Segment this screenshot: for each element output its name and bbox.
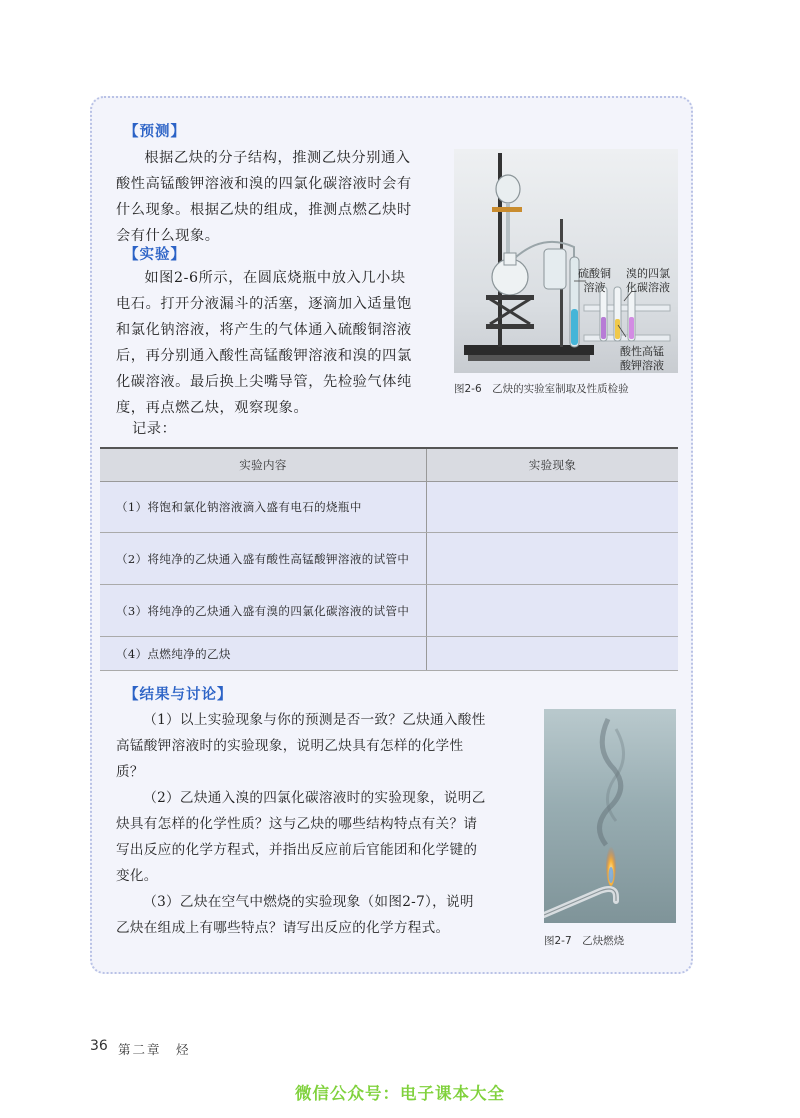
text-line: 酸性高锰酸钾溶液和溴的四氯化碳溶液时会有 xyxy=(116,176,412,192)
table-cell-content: （4）点燃纯净的乙炔 xyxy=(100,637,427,671)
text-line: 和氯化钠溶液，将产生的气体通入硫酸铜溶液 xyxy=(116,322,412,338)
label-cuso4 xyxy=(578,267,611,295)
label-bromine xyxy=(626,267,670,295)
table-cell-result[interactable] xyxy=(427,482,679,533)
text-line: 质？ xyxy=(116,764,144,780)
figure-burning-photo xyxy=(544,709,676,923)
result-heading: 【结果与讨论】 xyxy=(124,687,233,703)
record-text: 记录： xyxy=(132,421,177,437)
text-line: 会有什么现象。 xyxy=(116,228,220,244)
text-line: （2）乙炔通入溴的四氯化碳溶液时的实验现象，说明乙 xyxy=(143,790,486,806)
result-paragraph xyxy=(116,707,536,941)
text-line: 变化。 xyxy=(116,868,158,884)
apparatus-illustration xyxy=(454,149,678,373)
header-content: 实验内容 xyxy=(100,448,427,482)
predict-heading: 【预测】 xyxy=(124,124,186,140)
page-number: 36 xyxy=(90,1038,108,1054)
label-line: 硫酸铜 xyxy=(578,267,611,280)
text-line: 化碳溶液。最后换上尖嘴导管，先检验气体纯 xyxy=(116,374,412,390)
text-line: 乙炔在组成上有哪些特点？请写出反应的化学方程式。 xyxy=(116,920,450,936)
table-cell-result[interactable] xyxy=(427,533,679,585)
experiment-heading: 【实验】 xyxy=(124,247,186,263)
table-row xyxy=(100,482,678,533)
flame-illustration xyxy=(544,709,676,923)
table-cell-content: （1）将饱和氯化钠溶液滴入盛有电石的烧瓶中 xyxy=(100,482,427,533)
table-row xyxy=(100,585,678,637)
text-line: 根据乙炔的分子结构，推测乙炔分别通入 xyxy=(144,150,411,166)
figure-27-caption: 图2-7 乙炔燃烧 xyxy=(544,935,625,947)
experiment-paragraph xyxy=(116,265,448,421)
header-phenomenon: 实验现象 xyxy=(427,448,679,482)
text-line: 写出反应的化学方程式，并指出反应前后官能团和化学键的 xyxy=(116,842,478,858)
table-header-row xyxy=(100,448,678,482)
text-line: 电石。打开分液漏斗的活塞，逐滴加入适量饱 xyxy=(116,296,412,312)
label-line: 溶液 xyxy=(583,281,606,294)
text-line: 度，再点燃乙炔，观察现象。 xyxy=(116,400,309,416)
figure-apparatus-photo xyxy=(454,149,678,373)
table-cell-result[interactable] xyxy=(427,637,679,671)
table-row xyxy=(100,533,678,585)
record-table xyxy=(100,447,678,671)
label-line: 酸性高锰 xyxy=(620,345,664,358)
chapter-title: 第二章 烃 xyxy=(118,1042,191,1057)
table-row xyxy=(100,637,678,671)
table-cell-result[interactable] xyxy=(427,585,679,637)
label-kmno4 xyxy=(620,345,664,373)
text-line: （3）乙炔在空气中燃烧的实验现象（如图2-7），说明 xyxy=(143,894,474,910)
text-line: 什么现象。根据乙炔的组成，推测点燃乙炔时 xyxy=(116,202,412,218)
wechat-watermark: 微信公众号：电子课本大全 xyxy=(295,1084,505,1103)
record-label xyxy=(132,416,176,442)
label-line: 化碳溶液 xyxy=(626,281,670,294)
text-line: 炔具有怎样的化学性质？这与乙炔的哪些结构特点有关？请 xyxy=(116,816,478,832)
text-line: 高锰酸钾溶液时的实验现象，说明乙炔具有怎样的化学性 xyxy=(116,738,464,754)
label-line: 酸钾溶液 xyxy=(620,359,664,372)
text-line: 后，再分别通入酸性高锰酸钾溶液和溴的四氯 xyxy=(116,348,412,364)
figure-26-caption: 图2-6 乙炔的实验室制取及性质检验 xyxy=(454,383,629,395)
predict-paragraph xyxy=(116,145,448,249)
label-line: 溴的四氯 xyxy=(626,267,670,280)
text-line: （1）以上实验现象与你的预测是否一致？乙炔通入酸性 xyxy=(143,712,486,728)
table-cell-content: （3）将纯净的乙炔通入盛有溴的四氯化碳溶液的试管中 xyxy=(100,585,427,637)
table-cell-content: （2）将纯净的乙炔通入盛有酸性高锰酸钾溶液的试管中 xyxy=(100,533,427,585)
text-line: 如图2-6所示，在圆底烧瓶中放入几小块 xyxy=(144,270,406,286)
